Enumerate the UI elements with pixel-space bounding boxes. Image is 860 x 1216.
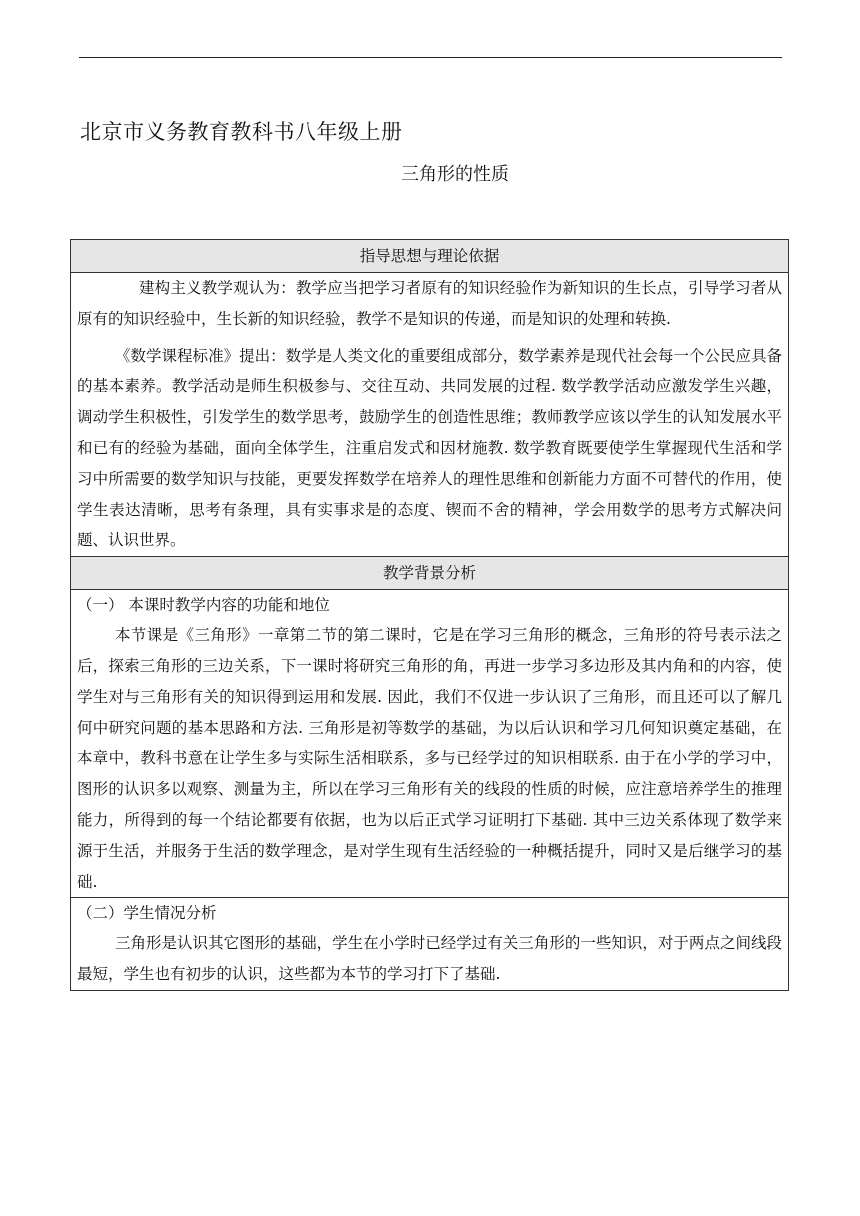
header-rule bbox=[79, 57, 782, 58]
background-cell-2 bbox=[71, 897, 788, 990]
guiding-paragraph-2: 《数学课程标准》提出：数学是人类文化的重要组成部分，数学素养是现代社会每一个公民应具备的基本素养。教学活动是师生积极参与、交往互动、共同发展的过程. 数学教学活动应激发学生兴趣，调动学生积极性，引发学生的数学思考，鼓励学生的创造性思维；教师教学应该以学生的认知发展水平和已有的经验为基础，面向全体学生，注重启发式和因材施教. 数学教育既要使学生掌握现代生活和学习中所需要的数学知识与技能，更要发挥数学在培养人的理性思维和创新能力方面不可替代的作用，使学生表达清晰，思考有条理，具有实事求是的态度、锲而不舍的精神，学会用数学的思考方式解决问题、认识世界。 bbox=[77, 346, 782, 550]
section-header-guiding: 指导思想与理论依据 bbox=[71, 240, 788, 273]
lesson-title: 三角形的性质 bbox=[401, 164, 509, 185]
subsection-heading-content-role: （一） 本课时教学内容的功能和地位 bbox=[77, 596, 330, 615]
subsection-body-content-role: 本节课是《三角形》一章第二节的第二课时，它是在学习三角形的概念，三角形的符号表示法之后，探索三角形的三边关系，下一课时将研究三角形的角，再进一步学习多边形及其内角和的内容，使学生对与三角形有关的知识得到运用和发展. 因此，我们不仅进一步认识了三角形，而且还可以了解几何中研究问题的基本思路和方法. 三角形是初等数学的基础，为以后认识和学习几何知识奠定基础，在本章中，教科书意在让学生多与实际生活相联系，多与已经学过的知识相联系. 由于在小学的学习中，图形的认识多以观察、测量为主，所以在学习三角形有关的线段的性质的时候，应注意培养学生的推理能力，所得到的每一个结论都要有依据，也为以后正式学习证明打下基础. 其中三边关系体现了数学来源于生活，并服务于生活的数学理念，是对学生现有生活经验的一种概括提升，同时又是后继学习的基础. bbox=[77, 626, 782, 891]
subsection-body-student-analysis: 三角形是认识其它图形的基础，学生在小学时已经学过有关三角形的一些知识，对于两点之间线段最短，学生也有初步的认识，这些都为本节的学习打下了基础. bbox=[77, 934, 782, 984]
guiding-cell bbox=[71, 273, 788, 556]
subsection-heading-student-analysis: （二）学生情况分析 bbox=[77, 904, 217, 923]
lesson-plan-table bbox=[70, 239, 789, 991]
section-header-background: 教学背景分析 bbox=[71, 556, 788, 590]
guiding-paragraph-1: 建构主义教学观认为：教学应当把学习者原有的知识经验作为新知识的生长点，引导学习者从原有的知识经验中，生长新的知识经验，教学不是知识的传递，而是知识的处理和转换. bbox=[77, 279, 782, 328]
background-cell-1 bbox=[71, 590, 788, 897]
series-title: 北京市义务教育教科书八年级上册 bbox=[80, 120, 403, 144]
